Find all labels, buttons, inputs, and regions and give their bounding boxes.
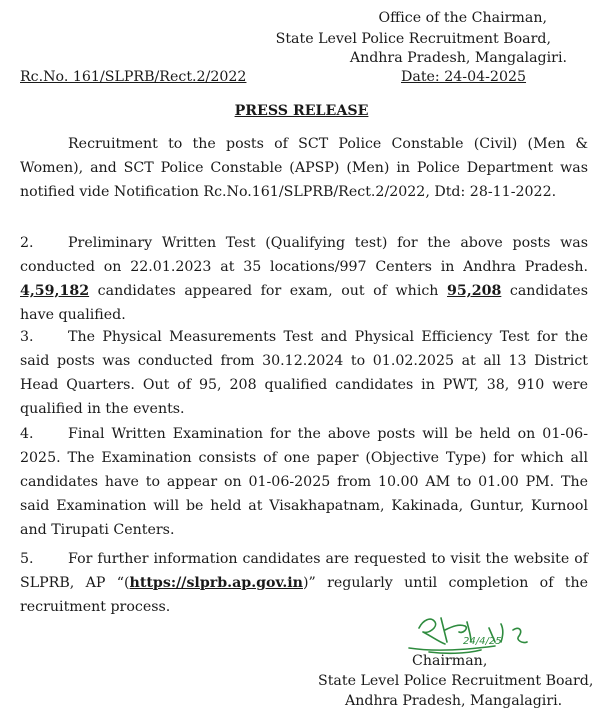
reference-number: Rc.No. 161/SLPRB/Rect.2/2022 xyxy=(20,69,247,85)
office-line-3: Andhra Pradesh, Mangalagiri. xyxy=(349,50,567,66)
paragraph-2-text-b: candidates appeared for exam, out of which xyxy=(89,283,448,299)
qualified-count: 95,208 xyxy=(447,283,502,299)
office-line-1: Office of the Chairman, xyxy=(378,10,547,26)
signature-date-scrawl: 24/4/25 xyxy=(463,636,502,647)
paragraph-5-number: 5. xyxy=(20,551,34,567)
footer-line-2: State Level Police Recruitment Board, xyxy=(318,673,594,689)
document-date: Date: 24-04-2025 xyxy=(401,69,527,85)
office-line-2: State Level Police Recruitment Board, xyxy=(275,31,551,47)
footer-line-3: Andhra Pradesh, Mangalagiri. xyxy=(345,693,563,709)
paragraph-2-text-a: Preliminary Written Test (Qualifying test) for the above posts was conducted on 22.01.2023 at 35 locations/997 Centers in Andhra Pradesh. xyxy=(20,235,588,275)
paragraph-4-text: Final Written Examination for the above posts will be held on 01-06-2025. The Examination consists of one paper (Objective Type) for which all candidates have to appear on 01-06-2025 from 10.00 AM to 01.00 PM. The said Examination will be held at Visakhapatnam, Kakinada, Guntur, Kurnool and Tirupati Centers. xyxy=(20,426,588,538)
paragraph-4-number: 4. xyxy=(20,426,34,442)
paragraph-3-number: 3. xyxy=(20,329,34,345)
paragraph-4 xyxy=(20,422,588,542)
paragraph-5-text-a: For further information candidates are requested to visit the website of SLPRB, AP “( xyxy=(20,551,588,591)
paragraph-5-text-b: )” regularly until completion of the recruitment process. xyxy=(20,575,588,615)
website-link[interactable]: https://slprb.ap.gov.in xyxy=(129,575,303,591)
paragraph-2-number: 2. xyxy=(20,235,34,251)
paragraph-3 xyxy=(20,325,588,421)
press-release-heading: PRESS RELEASE xyxy=(234,103,369,119)
footer-chairman: Chairman, xyxy=(412,653,488,669)
paragraph-3-text: The Physical Measurements Test and Physical Efficiency Test for the said posts was conducted from 30.12.2024 to 01.02.2025 at all 13 District Head Quarters. Out of 95, 208 qualified candidates in PWT, 38, 910 were qualified in the events. xyxy=(20,329,588,417)
paragraph-2-text-c: candidates have qualified. xyxy=(20,283,588,323)
paragraph-1-text: Recruitment to the posts of SCT Police Constable (Civil) (Men & Women), and SCT Police Constable (APSP) (Men) in Police Department was notified vide Notification Rc.No.161/SLPRB/Rect.2/2022, Dtd: 28-11-2022. xyxy=(20,136,588,200)
paragraph-2 xyxy=(20,231,588,327)
appeared-count: 4,59,182 xyxy=(20,283,90,299)
paragraph-1 xyxy=(20,132,588,204)
